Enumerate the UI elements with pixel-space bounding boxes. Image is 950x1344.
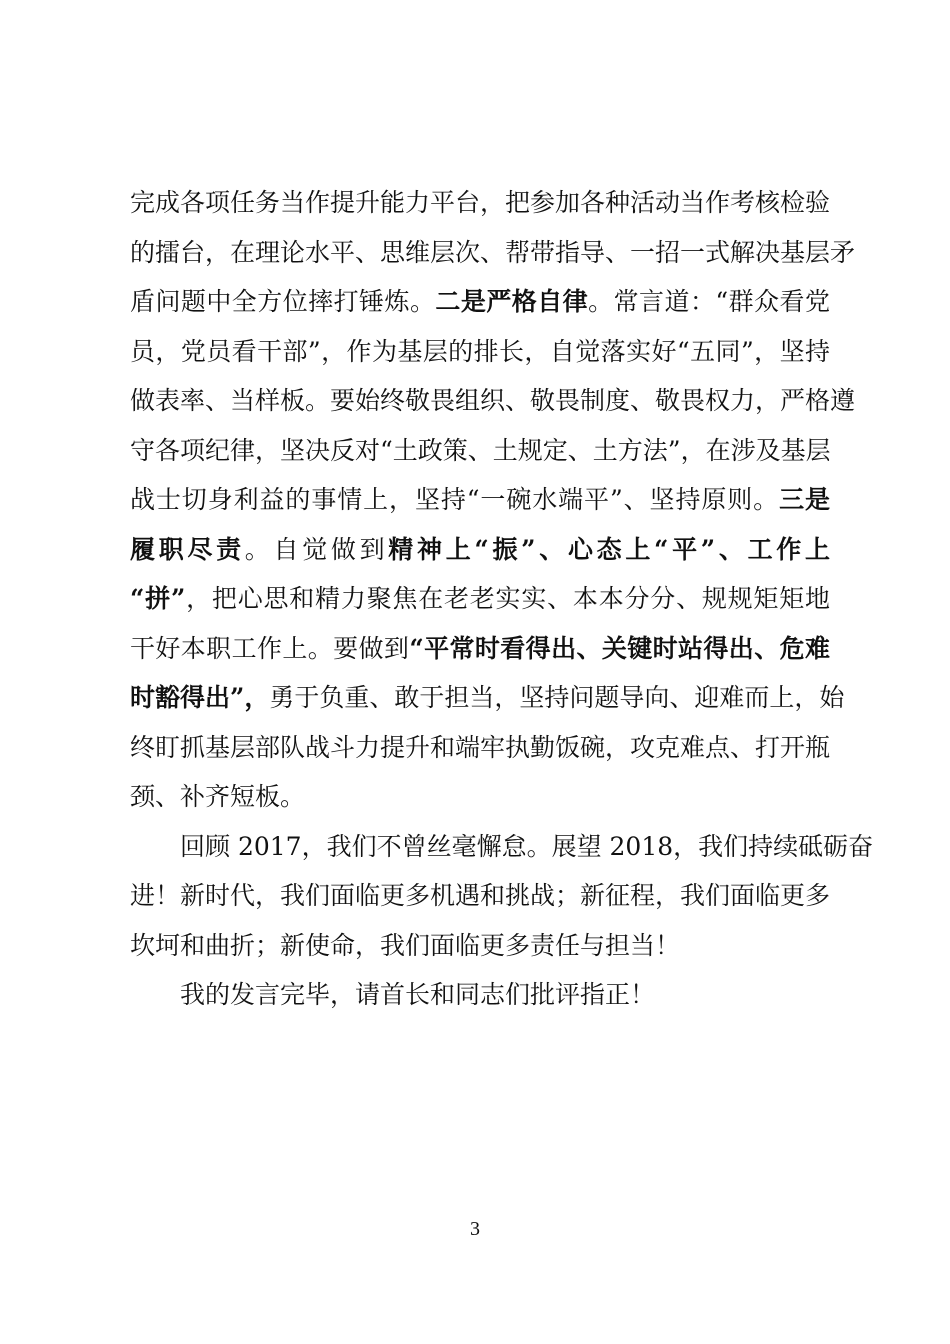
text-segment: 回顾 2017，我们不曾丝毫懈怠。展望 2018，我们持续砥砺奋 [180,831,874,861]
text-line [130,822,874,872]
text-segment: 的擂台，在理论水平、思维层次、帮带指导、一招一式解决基层矛 [130,237,856,267]
text-segment: 进！新时代，我们面临更多机遇和挑战；新征程，我们面临更多 [130,881,831,910]
text-segment: 终盯抓基层部队战斗力提升和端牢执勤饭碗，攻克难点、打开瓶 [130,732,831,762]
page-number: 3 [470,1218,480,1240]
text-line [130,921,830,971]
text-line [130,525,830,575]
text-segment: 。常言道：“群众看党 [588,287,830,316]
text-segment: 颈、补齐短板。 [130,782,306,811]
bold-text-segment: 二是严格自律 [435,287,589,316]
text-line [130,426,830,476]
text-line [130,871,830,921]
text-segment: 战士切身利益的事情上，坚持“一碗水端平”、坚持原则。 [130,485,780,514]
text-line [130,624,830,674]
text-line [130,970,830,1020]
text-segment: 盾问题中全方位摔打锤炼。 [130,287,436,316]
text-line [130,178,830,228]
text-segment: 员，党员看干部”，作为基层的排长，自觉落实好“五同”，坚持 [130,336,830,366]
text-segment: 完成各项任务当作提升能力平台，把参加各种活动当作考核检验 [130,188,831,217]
text-segment: ，把心思和精力聚焦在老老实实、本本分分、规规矩矩地 [185,584,830,613]
bold-text-segment: 三是 [779,485,830,514]
text-segment: 坎坷和曲折；新使命，我们面临更多责任与担当！ [130,930,681,960]
text-segment: 干好本职工作上。要做到 [130,633,410,663]
text-segment: 守各项纪律，坚决反对“土政策、土规定、土方法”，在涉及基层 [130,435,831,465]
text-segment: 勇于负重、敢于担当，坚持问题导向、迎难而上，始 [269,683,845,712]
text-line [130,376,856,426]
text-line [130,574,830,624]
bold-text-segment: “拼” [130,584,186,613]
text-segment: 做表率、当样板。要始终敬畏组织、敬畏制度、敬畏权力，严格遵 [130,386,856,415]
text-line [130,327,830,377]
text-line [130,277,830,327]
text-line [130,772,830,822]
text-segment: 。自觉做到 [244,534,389,564]
text-line [130,723,830,773]
bold-text-segment: “平常时看得出、关键时站得出、危难 [409,633,830,663]
bold-text-segment: 精神上“振”、心态上“平”、工作上 [388,534,830,564]
text-line [130,673,845,723]
text-segment: 我的发言完毕，请首长和同志们批评指正！ [180,980,656,1009]
text-line [130,475,830,525]
bold-text-segment: 时豁得出”， [130,683,270,712]
bold-text-segment: 履职尽责 [130,534,245,564]
text-line [130,228,856,278]
document-body [130,178,874,1020]
